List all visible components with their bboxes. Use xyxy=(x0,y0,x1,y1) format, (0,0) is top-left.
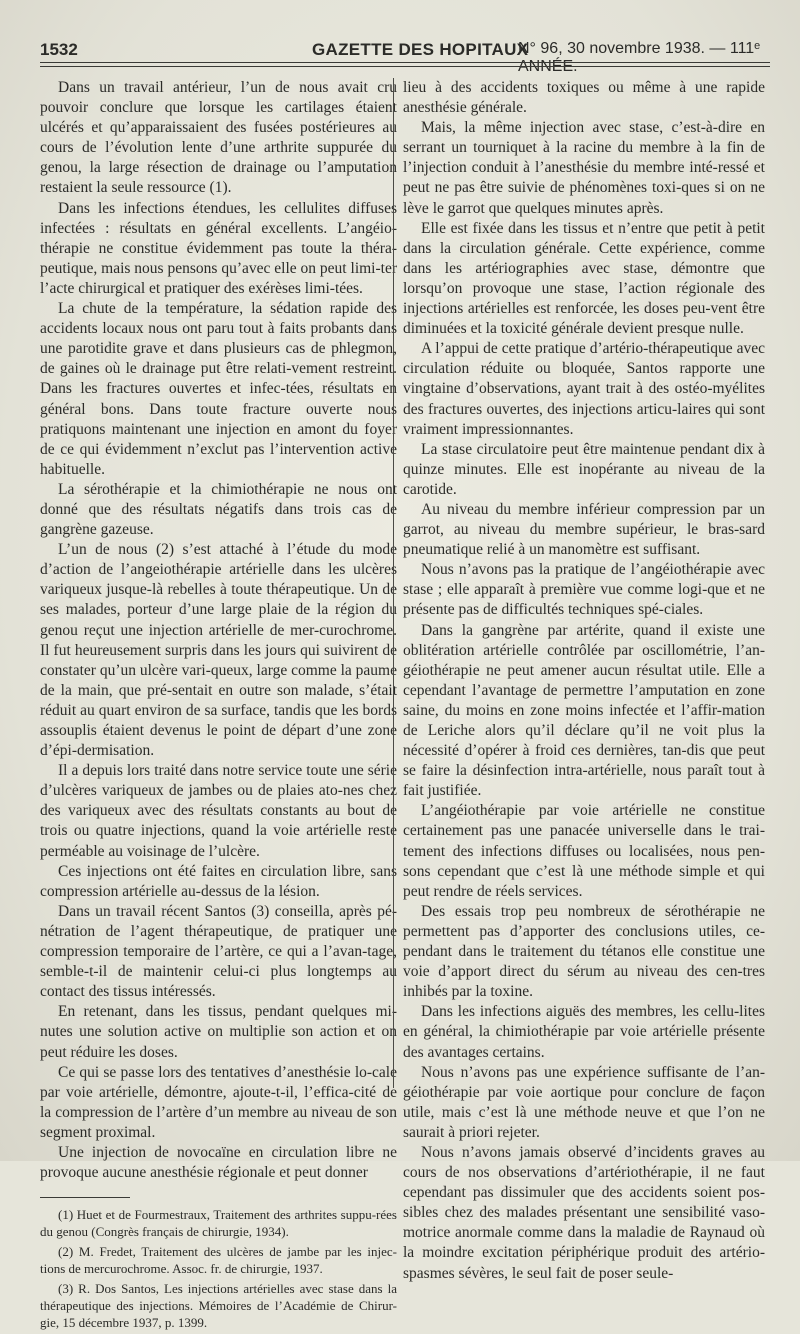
paragraph: lieu à des accidents toxiques ou même à une rapide anesthésie générale. xyxy=(403,79,765,117)
publication-title: GAZETTE DES HOPITAUX xyxy=(312,40,529,59)
paragraph: A l’appui de cette pratique d’artério-thérapeutique avec circulation réduite ou bloquée, Santos rapporte une vingtaine d’observations, ayant trait à des ostéo-myélites des fractures ouvertes, des injections articu-laires qui sont vraiment impressionnantes. xyxy=(403,340,765,438)
paragraph: Dans la gangrène par artérite, quand il existe une oblitération artérielle contrôlée par oscillométrie, l’an-géiothérapie ne peut amener aucun résultat utile. Elle a cependant l’avantage de permettre l’amputation en zone saine, du moins en zone moins infectée et l’affir-mation de Leriche alors qu’il déclare qu’il ne voit plus la nécessité d’opérer à froid ces dernières, tan-dis que peut se faire la désinfection intra-artérielle, nous paraît tout à fait justifiée. xyxy=(403,621,765,800)
paragraph: Ce qui se passe lors des tentatives d’anesthésie lo-cale par voie artérielle, démontre, ajoute-t-il, l’effica-cité de la compression de l’artère d’un membre au niveau de son segment proximal. xyxy=(40,1063,397,1141)
footnotes xyxy=(40,1206,397,1331)
paragraph: Nous n’avons pas une expérience suffisante de l’an-géiothérapie par voie aortique pour conclure de façon utile, mais c’est là une méthode neuve et que l’on ne saurait à priori rejeter. xyxy=(403,1063,765,1141)
header-rule xyxy=(40,62,770,63)
paragraph: La stase circulatoire peut être maintenue pendant dix à quinze minutes. Elle est inopérante au niveau de la carotide. xyxy=(403,440,765,498)
paragraph: Une injection de novocaïne en circulation libre ne provoque aucune anesthésie régionale et peut donner xyxy=(40,1143,397,1182)
paragraph: Au niveau du membre inférieur compression par un garrot, au niveau du membre supérieur, le bras-sard pneumatique relié à un manomètre est suffisant. xyxy=(403,500,765,559)
paragraph: La sérothérapie et la chimiothérapie ne nous ont donné que des résultats négatifs dans trois cas de gangrène gazeuse. xyxy=(40,480,397,539)
paragraph: Dans un travail récent Santos (3) conseilla, après pé-nétration de l’agent thérapeutique, de pratiquer une compression temporaire de l’artère, ce qui a l’avan-tage, semble-t-il de maintenir celui-ci plus longtemps au contact des tissus intéressés. xyxy=(40,902,397,1001)
paragraph: En retenant, dans les tissus, pendant quelques mi-nutes une solution active on multiplie son action et on peut réduire les doses. xyxy=(40,1003,397,1061)
paragraph: Des essais trop peu nombreux de sérothérapie ne permettent pas d’apporter des conclusions utiles, ce-pendant dans le traitement du tétanos elle constitue une voie d’apport direct du sérum au niveau des cen-tres inhibés par la toxine. xyxy=(403,902,765,1001)
paragraph: Mais, la même injection avec stase, c’est-à-dire en serrant un tourniquet à la racine du membre à la fin de l’injection conduit à l’anesthésie du membre inté-ressé et peut ne pas être suivie de phénomènes toxi-ques si on ne lève le garrot que quelques minutes après. xyxy=(403,119,765,217)
paragraph: L’un de nous (2) s’est attaché à l’étude du mode d’action de l’angeiothérapie artérielle dans les ulcères variqueux jusque-là rebelles à toute thérapeutique. Un de ses malades, porteur d’une large plaie de la région du genou reçut une injection artérielle de mer-curochrome. Il fut heureusement surpris dans les jours qui suivirent de constater qu’un ulcère vari-queux, large comme la paume de la main, que pré-sentait en outre son malade, s’était réduit au quart environ de sa surface, tandis que les bords assouplis étaient devenus le point de départ d’une zone d’épi-dermisation. xyxy=(40,541,397,760)
paragraph: Nous n’avons jamais observé d’incidents graves au cours de nos observations d’artériothérapie, il ne faut cependant pas dissimuler que des accidents soient pos-sibles chez des malades présentant une sensibilité vaso-motrice anormale comme dans la maladie de Raynaud où la moindre excitation périphérique produit des artério-spasmes sévères, le seul fait de poser seule- xyxy=(403,1143,765,1282)
paragraph: Dans les infections aiguës des membres, les cellu-lites en général, la chimiothérapie par voie artérielle présente des avantages certains. xyxy=(403,1003,765,1061)
paragraph: L’angéiothérapie par voie artérielle ne constitue certainement pas une panacée universelle dans le trai-tement des infections diffuses ou localisées, nous pen-sons cependant que c’est là une méthode simple et qui peut rendre de réels services. xyxy=(403,802,765,900)
left-column xyxy=(40,78,397,1334)
paragraph: Il a depuis lors traité dans notre service toute une série d’ulcères variqueux de jambes ou de plaies ato-nes chez des variqueux avec des résultats constants au bout de trois ou quatre injections, quand la voie artérielle reste perméable au voisinage de l’ulcère. xyxy=(40,762,397,860)
paragraph: Dans un travail antérieur, l’un de nous avait cru pouvoir conclure que lorsque les cartilages étaient ulcérés et qu’apparaissaient des fusées postérieures au cours de l’évolution lente d’une arthrite suppurée du genou, la large résection de drainage ou l’amputation restaient la seule ressource (1). xyxy=(40,79,397,197)
paragraph: La chute de la température, la sédation rapide des accidents locaux nous ont paru tout à faits probants dans une parotidite grave et dans plusieurs cas de phlegmon, de gaines où le drainage put être relati-vement restreint. Dans les fractures ouvertes et infec-tées, résultats en général bons. Dans toute fracture ouverte nous pratiquons maintenant une injection en amont du foyer de ce qui évidemment n’exclut pas l’intervention active habituelle. xyxy=(40,300,397,478)
paragraph: Nous n’avons pas la pratique de l’angéiothérapie avec stase ; elle apparaît à première vue comme logi-que et ne présente pas de difficultés techniques spé-ciales. xyxy=(403,561,765,619)
footnote: (3) R. Dos Santos, Les injections artérielles avec stase dans la thérapeutique des injections. Mémoires de l’Académie de Chirur-gie, 15 décembre 1937, p. 1399. xyxy=(40,1281,397,1331)
footnote: (1) Huet et de Fourmestraux, Traitement des arthrites suppu-rées du genou (Congrès français de chirurgie, 1934). xyxy=(40,1207,397,1240)
column-divider xyxy=(393,78,394,1088)
footnote: (2) M. Fredet, Traitement des ulcères de jambe par les injec-tions de mercurochrome. Assoc. fr. de chirurgie, 1937. xyxy=(40,1244,397,1277)
issue-info: N° 96, 30 novembre 1938. — 111ᵉ ANNÉE. xyxy=(518,40,761,75)
right-column xyxy=(403,78,765,1284)
page-number: 1532 xyxy=(40,40,78,59)
header-rule-thin xyxy=(40,66,770,67)
paragraph: Dans les infections étendues, les cellulites diffuses infectées : résultats en général excellents. L’angéio-thérapie ne constitue évidemment pas toute la théra-peutique, mais nous pensons qu’avec elle on peut limi-ter l’acte chirurgical et pratiquer des exérèses limi-tées. xyxy=(40,199,397,297)
paragraph: Ces injections ont été faites en circulation libre, sans compression artérielle au-dessus de la lésion. xyxy=(40,862,397,900)
paragraph: Elle est fixée dans les tissus et n’entre que petit à petit dans la circulation générale. Cette expérience, comme dans les artériographies avec stase, démontre que lorsqu’on provoque une stase, l’action régionale des injections artérielles est renforcée, les doses peu-vent être diminuées et la toxicité générale devient presque nulle. xyxy=(403,219,765,338)
footnote-separator xyxy=(40,1197,130,1198)
